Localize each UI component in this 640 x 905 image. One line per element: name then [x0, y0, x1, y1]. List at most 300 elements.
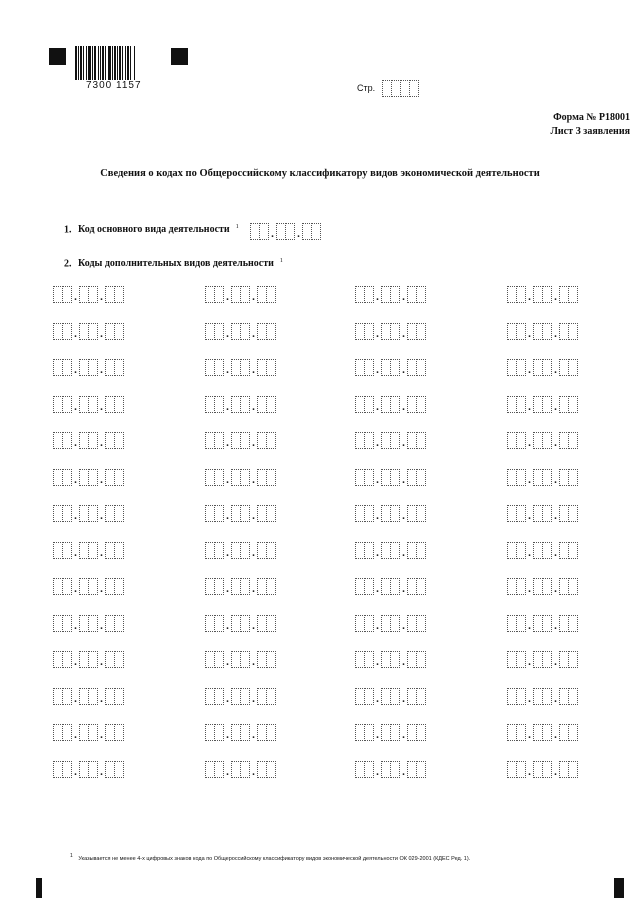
code-separator-dot: . — [226, 547, 229, 559]
code-digit-cell[interactable] — [88, 761, 98, 778]
code-digit-cell[interactable] — [568, 286, 578, 303]
code-digit-cell[interactable] — [240, 651, 250, 668]
additional-activity-code-field[interactable] — [507, 542, 578, 559]
code-digit-cell[interactable] — [266, 615, 276, 632]
code-digit-cell[interactable] — [266, 651, 276, 668]
code-digit-cell[interactable] — [390, 359, 400, 376]
code-digit-cell[interactable] — [542, 724, 552, 741]
code-digit-cell[interactable] — [214, 286, 224, 303]
additional-activity-code-field[interactable] — [53, 286, 124, 303]
code-digit-cell[interactable] — [266, 286, 276, 303]
code-digit-cell[interactable] — [62, 432, 72, 449]
code-digit-cell[interactable] — [568, 615, 578, 632]
additional-activity-code-field[interactable] — [507, 688, 578, 705]
code-digit-cell[interactable] — [568, 724, 578, 741]
main-activity-code-field[interactable] — [250, 223, 321, 240]
code-group — [407, 724, 426, 741]
code-digit-cell[interactable] — [364, 542, 374, 559]
code-digit-cell[interactable] — [416, 469, 426, 486]
code-group — [53, 323, 72, 340]
additional-activity-code-field[interactable] — [205, 469, 276, 486]
code-separator-dot: . — [402, 766, 405, 778]
code-digit-cell[interactable] — [568, 323, 578, 340]
code-separator-dot: . — [226, 401, 229, 413]
additional-activity-code-field[interactable] — [53, 651, 124, 668]
code-group — [559, 761, 578, 778]
additional-activity-code-field[interactable] — [205, 688, 276, 705]
code-digit-cell[interactable] — [240, 688, 250, 705]
code-digit-cell[interactable] — [114, 323, 124, 340]
code-separator-dot: . — [226, 656, 229, 668]
code-digit-cell[interactable] — [62, 688, 72, 705]
registration-mark-bottom-left — [36, 878, 42, 898]
code-separator-dot: . — [402, 510, 405, 522]
additional-activity-code-field[interactable] — [507, 432, 578, 449]
code-digit-cell[interactable] — [240, 542, 250, 559]
code-digit-cell[interactable] — [364, 651, 374, 668]
additional-activity-code-field[interactable] — [355, 578, 426, 595]
additional-activity-code-field[interactable] — [205, 505, 276, 522]
additional-activity-code-field[interactable] — [355, 359, 426, 376]
code-digit-cell[interactable] — [416, 615, 426, 632]
additional-activity-code-field[interactable] — [53, 469, 124, 486]
code-group — [79, 323, 98, 340]
code-digit-cell[interactable] — [364, 688, 374, 705]
code-digit-cell[interactable] — [516, 615, 526, 632]
code-digit-cell[interactable] — [516, 761, 526, 778]
additional-activity-code-field[interactable] — [205, 615, 276, 632]
code-separator-dot: . — [100, 693, 103, 705]
code-digit-cell[interactable] — [568, 469, 578, 486]
code-digit-cell[interactable] — [62, 469, 72, 486]
code-digit-cell[interactable] — [266, 578, 276, 595]
code-digit-cell[interactable] — [390, 432, 400, 449]
code-digit-cell[interactable] — [516, 651, 526, 668]
code-digit-cell[interactable] — [214, 615, 224, 632]
code-digit-cell[interactable] — [266, 542, 276, 559]
code-digit-cell[interactable] — [416, 542, 426, 559]
additional-activity-code-field[interactable] — [507, 469, 578, 486]
code-group — [559, 578, 578, 595]
code-digit-cell[interactable] — [88, 542, 98, 559]
code-separator-dot: . — [376, 364, 379, 376]
code-digit-cell[interactable] — [266, 323, 276, 340]
code-digit-cell[interactable] — [266, 688, 276, 705]
code-group — [381, 286, 400, 303]
code-group — [79, 432, 98, 449]
code-digit-cell[interactable] — [390, 578, 400, 595]
code-separator-dot: . — [252, 328, 255, 340]
code-digit-cell[interactable] — [390, 396, 400, 413]
code-digit-cell[interactable] — [416, 432, 426, 449]
code-group — [205, 323, 224, 340]
code-digit-cell[interactable] — [88, 359, 98, 376]
additional-activity-code-field[interactable] — [355, 651, 426, 668]
code-digit-cell[interactable] — [364, 323, 374, 340]
code-digit-cell[interactable] — [390, 469, 400, 486]
additional-activity-code-field[interactable] — [355, 688, 426, 705]
code-digit-cell[interactable] — [390, 615, 400, 632]
code-digit-cell[interactable] — [240, 469, 250, 486]
code-digit-cell[interactable] — [364, 761, 374, 778]
code-digit-cell[interactable] — [240, 505, 250, 522]
code-digit-cell[interactable] — [542, 469, 552, 486]
code-digit-cell[interactable] — [416, 396, 426, 413]
code-digit-cell[interactable] — [266, 505, 276, 522]
code-digit-cell[interactable] — [516, 286, 526, 303]
additional-activity-code-field[interactable] — [205, 578, 276, 595]
additional-activity-code-field[interactable] — [53, 761, 124, 778]
code-digit-cell[interactable] — [214, 724, 224, 741]
additional-activity-code-field[interactable] — [507, 323, 578, 340]
code-digit-cell[interactable] — [568, 688, 578, 705]
code-digit-cell[interactable] — [214, 542, 224, 559]
code-digit-cell[interactable] — [88, 505, 98, 522]
additional-activity-code-field[interactable] — [507, 396, 578, 413]
code-separator-dot: . — [74, 364, 77, 376]
code-digit-cell[interactable] — [114, 578, 124, 595]
code-digit-cell[interactable] — [364, 432, 374, 449]
code-separator-dot: . — [554, 364, 557, 376]
code-digit-cell[interactable] — [568, 761, 578, 778]
code-digit-cell[interactable] — [114, 688, 124, 705]
additional-activity-code-field[interactable] — [355, 323, 426, 340]
code-digit-cell[interactable] — [416, 724, 426, 741]
code-separator-dot: . — [554, 474, 557, 486]
code-group — [257, 323, 276, 340]
code-group — [381, 432, 400, 449]
code-digit-cell[interactable] — [285, 223, 295, 240]
code-digit-cell[interactable] — [516, 724, 526, 741]
code-digit-cell[interactable] — [62, 578, 72, 595]
code-group — [559, 688, 578, 705]
additional-activity-code-field[interactable] — [507, 359, 578, 376]
additional-activity-code-field[interactable] — [355, 432, 426, 449]
code-digit-cell[interactable] — [240, 323, 250, 340]
code-separator-dot: . — [528, 364, 531, 376]
code-digit-cell[interactable] — [214, 396, 224, 413]
code-separator-dot: . — [74, 693, 77, 705]
additional-activity-code-field[interactable] — [53, 396, 124, 413]
code-digit-cell[interactable] — [416, 286, 426, 303]
code-digit-cell[interactable] — [214, 761, 224, 778]
code-separator-dot: . — [226, 583, 229, 595]
code-digit-cell[interactable] — [266, 469, 276, 486]
code-digit-cell[interactable] — [542, 651, 552, 668]
code-group — [257, 578, 276, 595]
code-digit-cell[interactable] — [266, 432, 276, 449]
section-2-number: 2. — [64, 258, 72, 270]
code-digit-cell[interactable] — [516, 323, 526, 340]
code-digit-cell[interactable] — [390, 286, 400, 303]
code-digit-cell[interactable] — [542, 359, 552, 376]
code-digit-cell[interactable] — [542, 578, 552, 595]
code-digit-cell[interactable] — [114, 615, 124, 632]
additional-activity-code-field[interactable] — [507, 761, 578, 778]
additional-activity-code-field[interactable] — [53, 359, 124, 376]
code-digit-cell[interactable] — [568, 359, 578, 376]
code-separator-dot: . — [376, 693, 379, 705]
additional-activity-code-field[interactable] — [507, 286, 578, 303]
code-digit-cell[interactable] — [390, 651, 400, 668]
code-digit-cell[interactable] — [568, 396, 578, 413]
code-digit-cell[interactable] — [542, 542, 552, 559]
additional-activity-code-field[interactable] — [205, 724, 276, 741]
code-digit-cell[interactable] — [568, 578, 578, 595]
code-digit-cell[interactable] — [390, 323, 400, 340]
code-digit-cell[interactable] — [62, 761, 72, 778]
code-digit-cell[interactable] — [62, 359, 72, 376]
code-group — [231, 323, 250, 340]
code-digit-cell[interactable] — [114, 469, 124, 486]
code-digit-cell[interactable] — [416, 323, 426, 340]
code-digit-cell[interactable] — [240, 615, 250, 632]
code-digit-cell[interactable] — [390, 688, 400, 705]
additional-activity-code-field[interactable] — [53, 432, 124, 449]
additional-activity-code-field[interactable] — [205, 432, 276, 449]
code-digit-cell[interactable] — [364, 286, 374, 303]
code-group — [231, 286, 250, 303]
code-digit-cell[interactable] — [542, 505, 552, 522]
code-separator-dot: . — [554, 510, 557, 522]
code-digit-cell[interactable] — [240, 359, 250, 376]
code-group — [79, 359, 98, 376]
code-digit-cell[interactable] — [516, 578, 526, 595]
code-digit-cell[interactable] — [114, 505, 124, 522]
code-digit-cell[interactable] — [416, 688, 426, 705]
code-group — [407, 761, 426, 778]
code-digit-cell[interactable] — [364, 578, 374, 595]
additional-activity-code-field[interactable] — [355, 286, 426, 303]
code-digit-cell[interactable] — [214, 469, 224, 486]
code-digit-cell[interactable] — [114, 651, 124, 668]
additional-activity-code-field[interactable] — [205, 542, 276, 559]
code-digit-cell[interactable] — [516, 688, 526, 705]
code-digit-cell[interactable] — [542, 432, 552, 449]
code-digit-cell[interactable] — [364, 469, 374, 486]
additional-activity-code-field[interactable] — [205, 359, 276, 376]
code-digit-cell[interactable] — [240, 432, 250, 449]
code-digit-cell[interactable] — [516, 359, 526, 376]
additional-activity-code-field[interactable] — [355, 505, 426, 522]
code-digit-cell[interactable] — [568, 432, 578, 449]
code-group — [105, 323, 124, 340]
additional-activity-code-field[interactable] — [507, 505, 578, 522]
code-digit-cell[interactable] — [62, 323, 72, 340]
code-separator-dot: . — [226, 729, 229, 741]
additional-activity-code-field[interactable] — [53, 688, 124, 705]
code-digit-cell[interactable] — [266, 359, 276, 376]
additional-activity-code-field[interactable] — [53, 542, 124, 559]
section-1-number: 1. — [64, 224, 72, 236]
code-separator-dot: . — [226, 364, 229, 376]
code-digit-cell[interactable] — [364, 505, 374, 522]
code-digit-cell[interactable] — [214, 359, 224, 376]
code-digit-cell[interactable] — [214, 432, 224, 449]
code-digit-cell[interactable] — [416, 651, 426, 668]
code-group — [105, 286, 124, 303]
code-digit-cell[interactable] — [114, 761, 124, 778]
code-digit-cell[interactable] — [568, 505, 578, 522]
additional-activity-code-field[interactable] — [355, 615, 426, 632]
code-digit-cell[interactable] — [240, 286, 250, 303]
code-group — [559, 505, 578, 522]
code-digit-cell[interactable] — [88, 286, 98, 303]
code-separator-dot: . — [252, 656, 255, 668]
code-digit-cell[interactable] — [88, 469, 98, 486]
code-separator-dot: . — [100, 583, 103, 595]
code-digit-cell[interactable] — [62, 651, 72, 668]
code-digit-cell[interactable] — [214, 578, 224, 595]
code-group — [231, 505, 250, 522]
code-digit-cell[interactable] — [62, 542, 72, 559]
additional-activity-code-field[interactable] — [355, 724, 426, 741]
code-digit-cell[interactable] — [88, 724, 98, 741]
code-group — [381, 688, 400, 705]
additional-activity-code-field[interactable] — [205, 761, 276, 778]
code-digit-cell[interactable] — [88, 615, 98, 632]
code-digit-cell[interactable] — [266, 396, 276, 413]
code-digit-cell[interactable] — [88, 651, 98, 668]
code-group — [257, 651, 276, 668]
code-digit-cell[interactable] — [114, 432, 124, 449]
code-digit-cell[interactable] — [88, 323, 98, 340]
code-digit-cell[interactable] — [88, 396, 98, 413]
code-digit-cell[interactable] — [240, 761, 250, 778]
code-group — [355, 432, 374, 449]
additional-activity-code-field[interactable] — [507, 615, 578, 632]
code-digit-cell[interactable] — [114, 286, 124, 303]
code-digit-cell[interactable] — [62, 396, 72, 413]
additional-activity-code-field[interactable] — [355, 542, 426, 559]
code-group — [105, 651, 124, 668]
code-separator-dot: . — [74, 328, 77, 340]
code-digit-cell[interactable] — [364, 724, 374, 741]
code-group — [53, 469, 72, 486]
code-group — [53, 651, 72, 668]
barcode — [75, 46, 165, 80]
code-digit-cell[interactable] — [542, 688, 552, 705]
code-digit-cell[interactable] — [542, 323, 552, 340]
code-digit-cell[interactable] — [62, 505, 72, 522]
code-digit-cell[interactable] — [542, 615, 552, 632]
code-group — [257, 615, 276, 632]
code-digit-cell[interactable] — [416, 578, 426, 595]
code-digit-cell[interactable] — [364, 396, 374, 413]
page-number-cell[interactable] — [409, 80, 419, 97]
code-digit-cell[interactable] — [88, 578, 98, 595]
code-digit-cell[interactable] — [516, 505, 526, 522]
code-group — [53, 578, 72, 595]
code-digit-cell[interactable] — [568, 542, 578, 559]
code-digit-cell[interactable] — [62, 724, 72, 741]
code-separator-dot: . — [74, 547, 77, 559]
code-digit-cell[interactable] — [114, 542, 124, 559]
code-digit-cell[interactable] — [516, 469, 526, 486]
additional-activity-code-field[interactable] — [355, 469, 426, 486]
additional-activity-code-field[interactable] — [53, 505, 124, 522]
code-digit-cell[interactable] — [88, 432, 98, 449]
additional-activity-code-field[interactable] — [205, 651, 276, 668]
additional-activity-code-field[interactable] — [53, 578, 124, 595]
code-digit-cell[interactable] — [214, 323, 224, 340]
code-digit-cell[interactable] — [364, 615, 374, 632]
code-group — [533, 761, 552, 778]
additional-activity-code-field[interactable] — [53, 323, 124, 340]
additional-activity-code-field[interactable] — [53, 615, 124, 632]
additional-activity-code-field[interactable] — [507, 578, 578, 595]
code-digit-cell[interactable] — [311, 223, 321, 240]
code-digit-cell[interactable] — [390, 505, 400, 522]
code-group — [507, 615, 526, 632]
code-digit-cell[interactable] — [416, 359, 426, 376]
code-digit-cell[interactable] — [416, 505, 426, 522]
code-digit-cell[interactable] — [390, 542, 400, 559]
code-digit-cell[interactable] — [542, 286, 552, 303]
code-separator-dot: . — [376, 583, 379, 595]
code-group — [559, 286, 578, 303]
code-digit-cell[interactable] — [62, 286, 72, 303]
additional-activity-code-field[interactable] — [355, 761, 426, 778]
code-digit-cell[interactable] — [214, 505, 224, 522]
additional-activity-code-field[interactable] — [205, 286, 276, 303]
code-group — [79, 286, 98, 303]
code-separator-dot: . — [100, 620, 103, 632]
form-number: Форма № Р18001 — [553, 112, 630, 123]
code-digit-cell[interactable] — [568, 651, 578, 668]
additional-activity-code-field[interactable] — [355, 396, 426, 413]
code-digit-cell[interactable] — [114, 359, 124, 376]
code-group — [407, 396, 426, 413]
code-digit-cell[interactable] — [416, 761, 426, 778]
additional-activity-code-field[interactable] — [507, 724, 578, 741]
code-digit-cell[interactable] — [516, 396, 526, 413]
additional-activity-code-field[interactable] — [205, 323, 276, 340]
code-digit-cell[interactable] — [88, 688, 98, 705]
code-digit-cell[interactable] — [240, 396, 250, 413]
code-digit-cell[interactable] — [390, 724, 400, 741]
code-digit-cell[interactable] — [364, 359, 374, 376]
code-digit-cell[interactable] — [114, 724, 124, 741]
additional-activity-code-field[interactable] — [205, 396, 276, 413]
code-digit-cell[interactable] — [214, 651, 224, 668]
code-group — [105, 359, 124, 376]
page-number-field[interactable] — [383, 80, 419, 97]
code-digit-cell[interactable] — [516, 542, 526, 559]
code-separator-dot: . — [100, 401, 103, 413]
code-digit-cell[interactable] — [259, 223, 269, 240]
code-separator-dot: . — [554, 547, 557, 559]
code-group — [407, 286, 426, 303]
additional-activity-code-field[interactable] — [53, 724, 124, 741]
code-digit-cell[interactable] — [114, 396, 124, 413]
code-digit-cell[interactable] — [390, 761, 400, 778]
code-digit-cell[interactable] — [62, 615, 72, 632]
code-group — [507, 578, 526, 595]
code-digit-cell[interactable] — [266, 761, 276, 778]
code-digit-cell[interactable] — [240, 578, 250, 595]
code-separator-dot: . — [252, 620, 255, 632]
code-digit-cell[interactable] — [542, 396, 552, 413]
code-digit-cell[interactable] — [266, 724, 276, 741]
code-digit-cell[interactable] — [542, 761, 552, 778]
code-separator-dot: . — [252, 364, 255, 376]
code-digit-cell[interactable] — [240, 724, 250, 741]
code-digit-cell[interactable] — [214, 688, 224, 705]
code-digit-cell[interactable] — [516, 432, 526, 449]
code-separator-dot: . — [402, 656, 405, 668]
additional-activity-code-field[interactable] — [507, 651, 578, 668]
